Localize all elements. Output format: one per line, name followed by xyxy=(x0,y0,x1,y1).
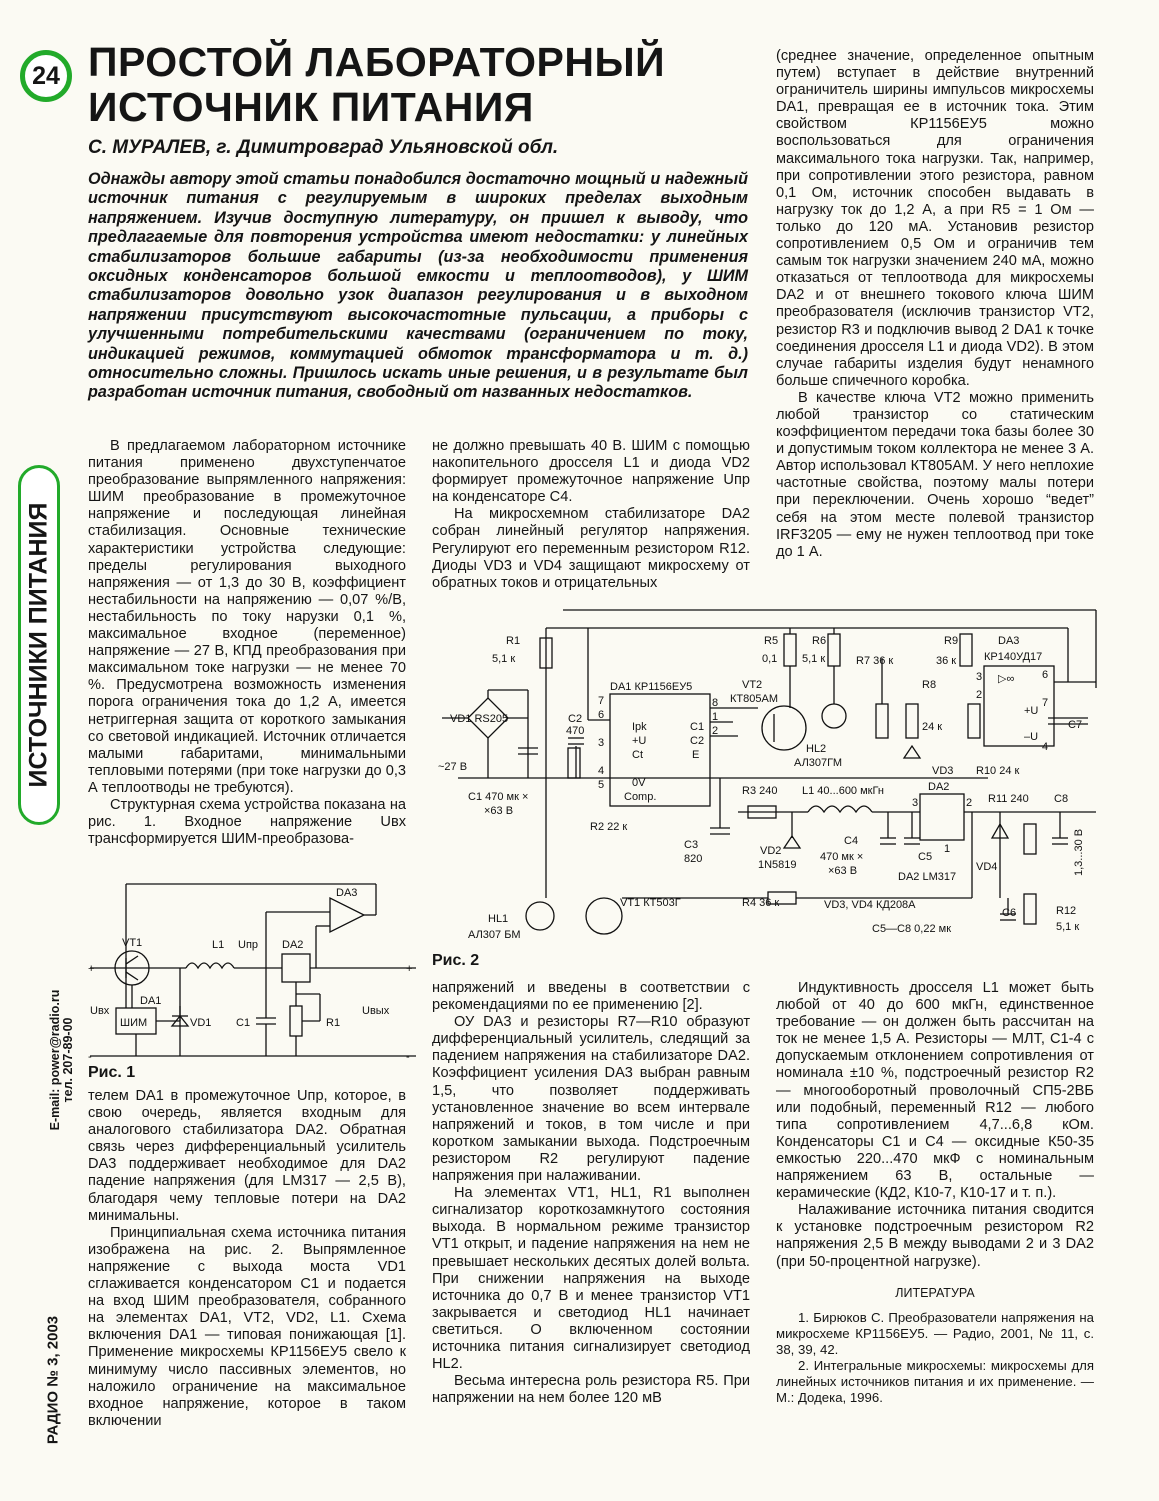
figure-2-caption: Рис. 2 xyxy=(432,952,480,969)
figure-2-schematic xyxy=(428,598,1108,948)
paragraph: Принципиальная схема источника питания изображена на рис. 2. Выпрямленное напряжение с выхода моста VD1 сглаживается конденсатором C1 и подается на вход ШИМ преобразователя, собранного на элементах DA1, VT2, VD2, L1. Схема включения DA1 — типовая понижающая [1]. Применение микросхемы КР1156ЕУ5 свело к минимуму число пассивных элементов, но наложило ограничение на максимальное входное напряжение, которое в таком включении xyxy=(88,1224,406,1429)
fig2-c2: C2 xyxy=(568,713,583,725)
fig2-r6-value: 5,1 к xyxy=(802,653,826,665)
fig2-da3-minus-u: –U xyxy=(1024,731,1039,743)
figure-1-block-diagram xyxy=(86,876,416,1066)
fig2-p7: 7 xyxy=(598,695,605,707)
lead-paragraph: Однажды автору этой статьи понадобился достаточно мощный и надежный источник питания с регулируемым в широких пределах выходным напряжением. Изучив доступную литературу, он пришел к выводу, что предлагаемые для повторения устройства имеют недостатки: у линейных стабилизаторов большие габариты (из-за необходимости применения оксидных конденсаторов большой емкости и теплоотводов), у ШИМ стабилизаторов довольно узок диапазон регулирования и в выходном напряжении присутствуют высокочастотные пульсации, а приборы с улучшенными потребительскими качествами (ограничением по току, индикацией режимов, коммутацией обмоток трансформатора и т. д.) относительно сложны. Пришлось искать иные решения, и в результате был разработан источник питания, свободный от названных недостатков. xyxy=(88,170,748,402)
fig2-c3-value: 820 xyxy=(684,853,703,865)
column-2-bottom xyxy=(432,980,750,1407)
fig2-r6: R6 xyxy=(812,635,827,647)
fig2-r4: R4 36 к xyxy=(742,897,780,909)
column-3-top xyxy=(776,48,1094,561)
fig2-c5-c8: C5—C8 0,22 мк xyxy=(872,923,952,935)
fig2-r1-value: 5,1 к xyxy=(492,653,516,665)
paragraph: В предлагаемом лабораторном источнике питания применено двухступенчатое преобразование выпрямленного напряжения: ШИМ преобразование в промежуточное напряжение и последующая линейная стабилизация. Основные технические характеристики устройства следующие: пределы регулирования выходного напряжения — от 1,3 до 30 В, коэффициент нестабильности на напряжению — 0,07 %/В, нестабильность по току нарузки 0,1 %, максимальное входное (переменное) напряжение — 27 В, КПД преобразования при максимальном токе нагрузки — не менее 70 %. Предусмотрена возможность изменения порога ограничения тока до 1,2 А, имеется нетриггерная защита от короткого замыкания со световой индикацией. Источник отличается малыми габаритами, минимальными тепловыми потерями (при токе нагрузки до 0,3 А теплоотводы не требуются). xyxy=(88,438,406,796)
fig2-c4-value-2: ×63 В xyxy=(828,865,858,877)
fig2-c4: C4 xyxy=(844,835,859,847)
fig2-da2-pin-3: 3 xyxy=(912,797,919,809)
fig2-p4: 4 xyxy=(598,765,605,777)
fig1-c1: C1 xyxy=(236,1017,251,1029)
fig1-da2: DA2 xyxy=(282,939,304,951)
fig2-r5-value: 0,1 xyxy=(762,653,778,665)
fig2-c1-value: ×63 В xyxy=(484,805,514,817)
fig2-da1: DA1 КР1156ЕУ5 xyxy=(610,681,693,693)
fig2-da3: DA3 xyxy=(998,635,1020,647)
fig2-c8: C8 xyxy=(1054,793,1069,805)
phone-label: тел. 207-89-00 xyxy=(61,1017,75,1103)
fig2-p2: 2 xyxy=(712,725,719,737)
fig2-r8: R8 xyxy=(922,679,937,691)
fig2-vd1: VD1 RS205 xyxy=(450,713,509,725)
literature-item: 2. Интегральные микросхемы: микросхемы для линейных источников питания и их применение. — М.: Додека, 1996. xyxy=(776,1357,1094,1405)
fig2-hl2-value: АЛ307ГМ xyxy=(794,757,843,769)
fig2-c2-pin: C2 xyxy=(690,735,705,747)
fig1-upr: Uпр xyxy=(238,939,259,951)
fig1-plus-right: + xyxy=(406,963,413,975)
paragraph: На элементах VT1, HL1, R1 выполнен сигнализатор короткозамкнутого состояния выхода. В нормальном режиме транзистор VT1 открыт, и падение напряжения на нем не превышает нескольких десятых долей вольта. При снижении напряжения на выходе источника до 0,7 В и менее транзистор VT1 закрывается и светодиод HL1 начинает светиться. О включенном состоянии источника питания сигнализирует светодиод HL2. xyxy=(432,1185,750,1373)
fig2-c1: C1 470 мк × xyxy=(468,791,529,803)
fig2-vd3: VD3 xyxy=(932,765,954,777)
fig1-plus-left: + xyxy=(88,963,95,975)
fig2-l1: L1 40...600 мкГн xyxy=(802,785,884,797)
paragraph: ОУ DA3 и резисторы R7—R10 образуют дифференциальный усилитель, следящий за падением напряжения на стабилизаторе DA2. Коэффициент усиления DA3 выбран равным 1,5, что позволяет поддерживать установленное значение во всем интервале напряжений и токов, в том числе и при коротком замыкании выхода. Подстроечным резистором R2 регулируют падение напряжения при налаживании. xyxy=(432,1014,750,1185)
fig2-r2: R2 22 к xyxy=(590,821,628,833)
fig2-c6: C6 xyxy=(1002,907,1017,919)
fig2-ipk: Ipk xyxy=(632,721,647,733)
fig2-ct: Ct xyxy=(632,749,643,761)
fig2-hl2: HL2 xyxy=(806,743,827,755)
fig2-c4-value: 470 мк × xyxy=(820,851,864,863)
fig1-l1: L1 xyxy=(212,939,225,951)
fig2-c1-pin: C1 xyxy=(690,721,705,733)
fig2-da3-plus-u: +U xyxy=(1024,705,1039,717)
title-line-1: ПРОСТОЙ ЛАБОРАТОРНЫЙ xyxy=(88,39,666,85)
fig1-vt1: VT1 xyxy=(122,937,143,949)
fig2-p5: 5 xyxy=(598,779,605,791)
fig2-pu: +U xyxy=(632,735,647,747)
fig2-comp: Comp. xyxy=(624,791,657,803)
fig1-uvh: Uвх xyxy=(90,1005,110,1017)
column-2-top xyxy=(432,438,750,592)
fig2-p8: 8 xyxy=(712,697,719,709)
fig2-da2-pin-1: 1 xyxy=(944,843,951,855)
page-number: 24 xyxy=(20,50,72,102)
paragraph: (среднее значение, определенное опытным путем) вступает в действие внутренний ограничитель ширины импульсов микросхемы DA1, превращая ее в источник тока. Этим свойством КР1156ЕУ5 можно воспользоваться для ограничения максимального тока нагрузки. Так, например, при сопротивлении этого резистора, равном 0,1 Ом, источник способен выдавать в нагрузку ток до 1,2 А, а при R5 = 1 Ом — только до 120 мА. Установив резистор сопротивлением 0,5 Ом и ограничив тем самым ток нагрузки значением 240 мА, можно отказаться от теплоотвода для микросхемы DA2 и от внешнего токового ключа ШИМ преобразователя (исключив транзистор VT2, резистор R3 и подключив вывод 2 DA1 к точке соединения дросселя L1 и диода VD2). В этом случае габариты изделия будут ненамного больше спичечного коробка. xyxy=(776,48,1094,389)
fig2-e-pin: E xyxy=(692,749,700,761)
fig1-r1: R1 xyxy=(326,1017,341,1029)
fig2-r5: R5 xyxy=(764,635,779,647)
fig1-shim: ШИМ xyxy=(120,1017,148,1029)
literature-list xyxy=(776,1310,1094,1406)
paragraph: Весьма интересна роль резистора R5. При напряжении на нем более 120 мВ xyxy=(432,1373,750,1407)
paragraph: В качестве ключа VT2 можно применить любой транзистор со статическим коэффициентом передачи тока базы более 30 и допустимым током коллектора не менее 3 А. Автор использовал КТ805АМ. У него неплохие частотные свойства, поэтому малы потери при переключении. Очень хорошо “ведет” себя на этом месте полевой транзистор IRF3205 — ему не нужен теплоотвод при токе до 1 А. xyxy=(776,389,1094,560)
fig2-da3-pin-2: 2 xyxy=(976,689,983,701)
fig2-r9: R9 xyxy=(944,635,959,647)
column-1-top xyxy=(88,438,406,848)
fig2-r10: R10 24 к xyxy=(976,765,1020,777)
fig2-vt1: VT1 КТ503Г xyxy=(620,897,681,909)
paragraph: не должно превышать 40 В. ШИМ с помощью накопительного дросселя L1 и диода VD2 формирует промежуточное напряжение Uпр на конденсаторе C4. xyxy=(432,438,750,506)
email-label: E-mail: power@radio.ru xyxy=(48,989,62,1131)
fig2-vd2: VD2 xyxy=(760,845,782,857)
fig2-vd4: VD4 xyxy=(976,861,998,873)
title-line-2: ИСТОЧНИК ПИТАНИЯ xyxy=(88,84,534,130)
fig2-p1: 1 xyxy=(712,711,719,723)
fig2-ov: 0V xyxy=(632,777,646,789)
figure-1-caption: Рис. 1 xyxy=(88,1064,136,1081)
fig2-p3: 3 xyxy=(598,737,605,749)
fig2-da3-pin-3: 3 xyxy=(976,671,983,683)
fig2-da3-pin-7: 7 xyxy=(1042,697,1049,709)
fig2-vt2-value: КТ805АМ xyxy=(730,693,778,705)
fig2-r9-value: 36 к xyxy=(936,655,957,667)
fig2-da2-label: DA2 LM317 xyxy=(898,871,957,883)
fig2-opamp-symbol: ▷∞ xyxy=(998,673,1015,685)
issue-label: РАДИО № 3, 2003 xyxy=(44,1315,62,1445)
fig2-c7: C7 xyxy=(1068,719,1083,731)
paragraph: телем DA1 в промежуточное Uпр, которое, в свою очередь, является входным для аналогового стабилизатора DA2. Обратная связь через дифференциальный усилитель DA3 поддерживает необходимое для DA2 падение напряжения (для LM317 — 2,5 В), благодаря чему тепловые потери на DA2 минимальны. xyxy=(88,1088,406,1224)
fig2-da2-pin-2: 2 xyxy=(966,797,973,809)
fig2-output-voltage: 1,3...30 В xyxy=(1073,828,1085,876)
fig2-r12: R12 xyxy=(1056,905,1077,917)
fig2-r8-value: 24 к xyxy=(922,721,943,733)
fig2-vt2: VT2 xyxy=(742,679,763,691)
column-3-bottom xyxy=(776,980,1094,1406)
fig2-hl1: HL1 xyxy=(488,913,509,925)
author: С. МУРАЛЕВ, г. Димитровград Ульяновской обл. xyxy=(88,137,559,158)
fig2-da2: DA2 xyxy=(928,781,950,793)
literature-item: 1. Бирюков С. Преобразователи напряжения на микросхеме КР1156ЕУ5. — Радио, 2001, № 11, с. 38, 39, 42. xyxy=(776,1309,1094,1357)
paragraph: напряжений и введены в соответствии с рекомендациями по ее применению [2]. xyxy=(432,980,750,1014)
fig1-minus-left: - xyxy=(88,1051,92,1063)
fig2-r11: R11 240 xyxy=(988,793,1029,805)
fig1-uvyh: Uвых xyxy=(362,1005,390,1017)
fig2-c3: C3 xyxy=(684,839,699,851)
fig2-vd34: VD3, VD4 КД208А xyxy=(824,899,916,911)
fig2-v27: ~27 В xyxy=(438,761,468,773)
fig2-vd2-value: 1N5819 xyxy=(758,859,797,871)
fig2-c5: C5 xyxy=(918,851,933,863)
fig2-r12-value: 5,1 к xyxy=(1056,921,1080,933)
literature-heading: ЛИТЕРАТУРА xyxy=(895,1285,975,1300)
fig1-minus-right: - xyxy=(406,1051,410,1063)
paragraph: Индуктивность дросселя L1 может быть любой от 40 до 600 мкГн, единственное требование — он должен быть рассчитан на ток не менее 1,5 А. Резисторы — МЛТ, C1-4 с допускаемым отклонением сопротивления от номинала ±10 %, подстроечный резистор R2 — многооборотный проволочный СП5-2ВБ или подобный, переменный R12 — любого типа сопротивлением 4,7...6,8 кОм. Конденсаторы C1 и C4 — оксидные К50-35 емкостью 220...470 мкФ с номинальным напряжением 63 В, остальные — керамические (КД2, К10-7, К10-17 и т. п.). xyxy=(776,980,1094,1202)
fig2-c2-value: 470 xyxy=(566,725,585,737)
fig2-r1: R1 xyxy=(506,635,521,647)
fig1-vd1: VD1 xyxy=(190,1017,212,1029)
fig2-da3-value: КР140УД17 xyxy=(984,651,1043,663)
fig1-da3: DA3 xyxy=(336,887,358,899)
paragraph: Налаживание источника питания сводится к установке подстроечным резистором R2 напряжения 2,5 В между выводами 2 и 3 DA2 (при 50-процентной нагрузке). xyxy=(776,1202,1094,1270)
rubric-badge xyxy=(18,465,60,825)
paragraph: Структурная схема устройства показана на рис. 1. Входное напряжение Uвх трансформируется ШИМ-преобразова- xyxy=(88,796,406,848)
fig2-r3: R3 240 xyxy=(742,785,778,797)
fig2-p6: 6 xyxy=(598,709,605,721)
article-title xyxy=(88,40,768,130)
fig2-da3-pin-6: 6 xyxy=(1042,669,1049,681)
rubric-text: ИСТОЧНИКИ ПИТАНИЯ xyxy=(24,502,53,788)
fig2-da3-pin-4: 4 xyxy=(1042,741,1049,753)
fig1-da1: DA1 xyxy=(140,995,162,1007)
column-1-bottom xyxy=(88,1088,406,1430)
paragraph: На микросхемном стабилизаторе DA2 собран линейный регулятор напряжения. Регулируют его переменным резистором R12. Диоды VD3 и VD4 защищают микросхему от обратных токов и отрицательных xyxy=(432,506,750,591)
fig2-hl1-value: АЛ307 БМ xyxy=(468,929,521,941)
fig2-r7: R7 36 к xyxy=(856,655,894,667)
